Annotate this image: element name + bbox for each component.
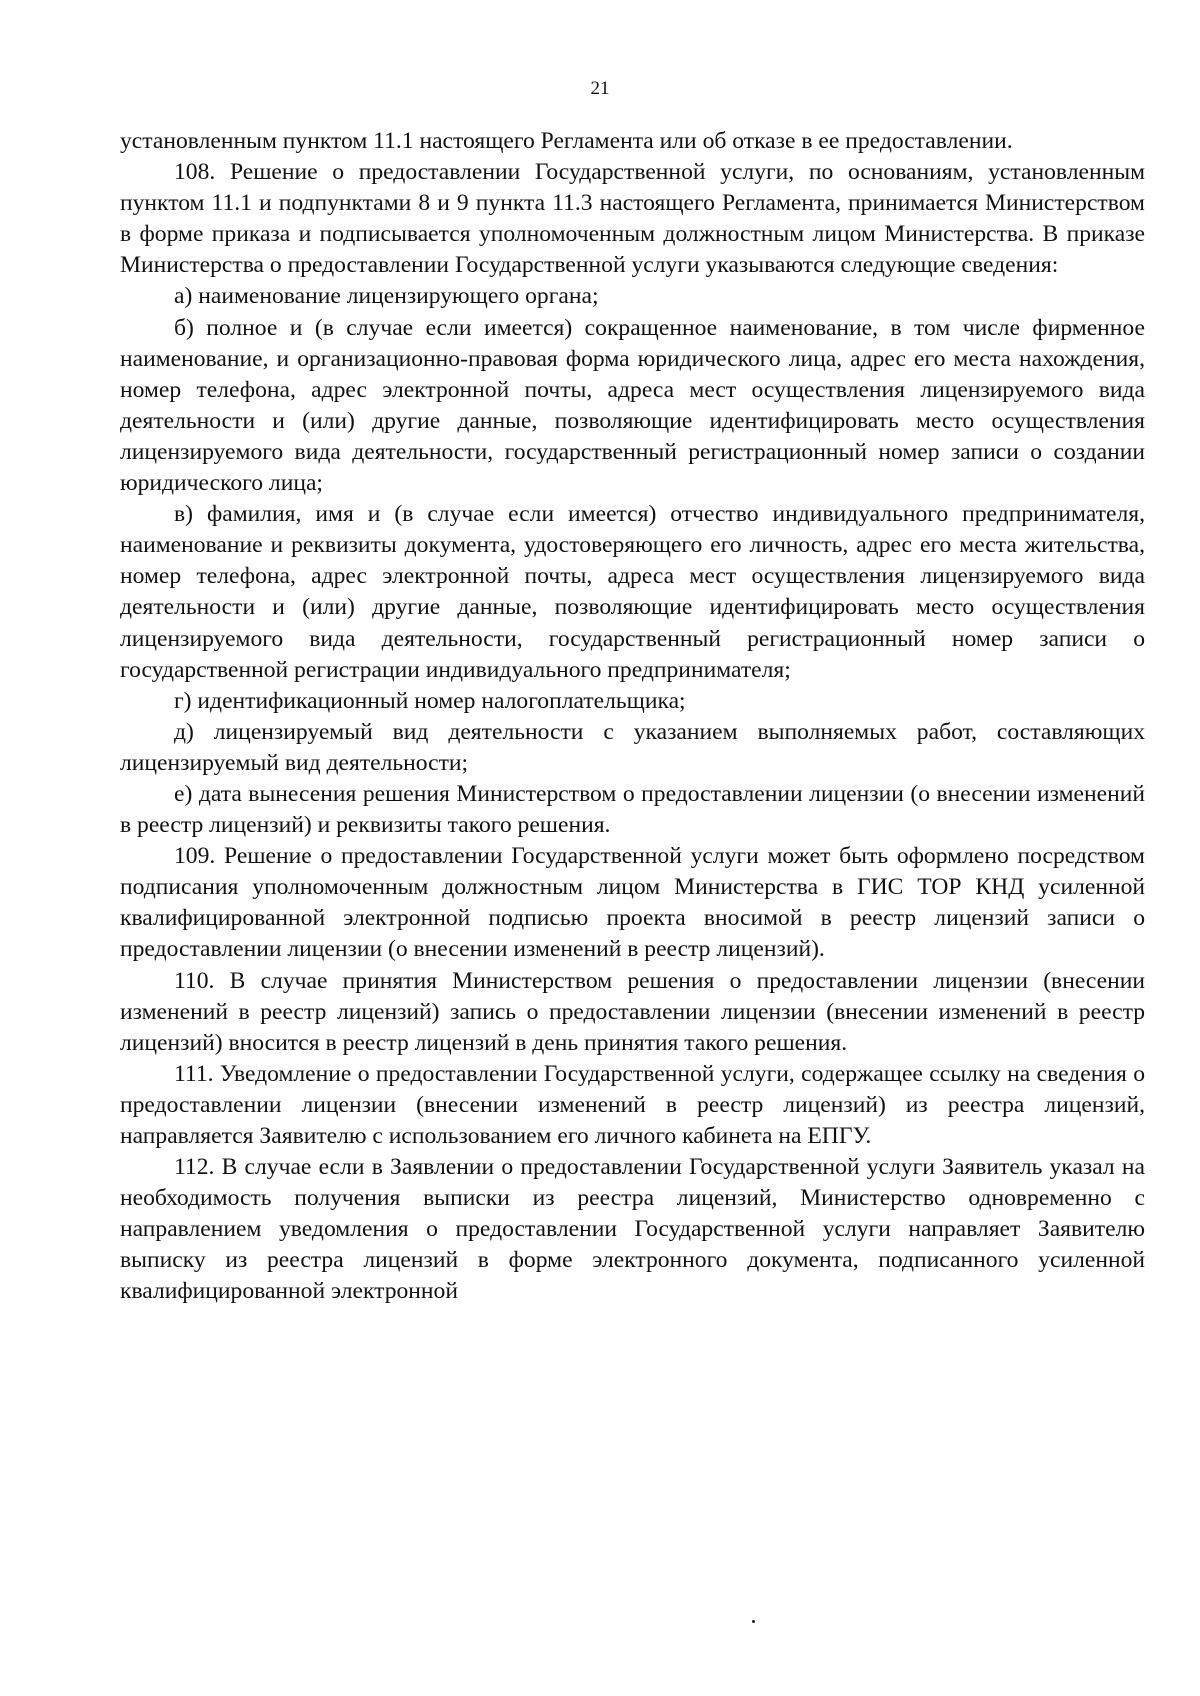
paragraph-109: 109. Решение о предоставлении Государственной услуги может быть оформлено посредством подписания уполномоченным должностным лицом Министерства в ГИС ТОР КНД усиленной квалифицированной электронной подписью проекта вносимой в реестр лицензий записи о предоставлении лицензии (о внесении изменений в реестр лицензий). bbox=[120, 843, 1145, 963]
paragraph-112: 112. В случае если в Заявлении о предоставлении Государственной услуги Заявитель указал на необходимость получения выписки из реестра лицензий, Министерство одновременно с направлением уведомления о предоставлении Государственной услуги направляет Заявителю выписку из реестра лицензий в форме электронного документа, подписанного усиленной квалифицированной электронной bbox=[120, 1154, 1145, 1305]
list-item-a: а) наименование лицензирующего органа; bbox=[174, 283, 599, 310]
document-body bbox=[120, 126, 1145, 1308]
list-item-b: б) полное и (в случае если имеется) сокращенное наименование, в том числе фирменное наименование, и организационно-правовая форма юридического лица, адрес его места нахождения, номер телефона, адрес электронной почты, адреса мест осуществления лицензируемого вида деятельности и (или) другие данные, позволяющие идентифицировать место осуществления лицензируемого вида деятельности, государственный регистрационный номер записи о создании юридического лица; bbox=[120, 314, 1145, 497]
list-item-g: г) идентификационный номер налогоплательщика; bbox=[174, 687, 686, 714]
page-number: 21 bbox=[590, 78, 610, 99]
list-item-e: е) дата вынесения решения Министерством о предоставлении лицензии (о внесении изменений в реестр лицензий) и реквизиты такого решения. bbox=[120, 780, 1145, 839]
paragraph-continuation: установленным пунктом 11.1 настоящего Регламента или об отказе в ее предоставлении. bbox=[120, 128, 1013, 154]
list-item-v: в) фамилия, имя и (в случае если имеется) отчество индивидуального предпринимателя, наименование и реквизиты документа, удостоверяющего его личность, адрес его места жительства, номер телефона, адрес электронной почты, адреса мест осуществления лицензируемого вида деятельности и (или) другие данные, позволяющие идентифицировать место осуществления лицензируемого вида деятельности, государственный регистрационный номер записи о государственной регистрации индивидуального предпринимателя; bbox=[120, 501, 1145, 683]
list-item-d: д) лицензируемый вид деятельности с указанием выполняемых работ, составляющих лицензируемый вид деятельности; bbox=[120, 718, 1145, 776]
paragraph-111: 111. Уведомление о предоставлении Государственной услуги, содержащее ссылку на сведения о предоставлении лицензии (внесении изменений в реестр лицензий) из реестра лицензий, направляется Заявителю с использованием его личного кабинета на ЕПГУ. bbox=[120, 1060, 1145, 1149]
scan-speck bbox=[752, 1620, 755, 1623]
paragraph-110: 110. В случае принятия Министерством решения о предоставлении лицензии (внесении изменений в реестр лицензий) запись о предоставлении лицензии (внесении изменений в реестр лицензий) вносится в реестр лицензий в день принятия такого решения. bbox=[120, 967, 1145, 1056]
paragraph-108: 108. Решение о предоставлении Государственной услуги, по основаниям, установленным пунктом 11.1 и подпунктами 8 и 9 пункта 11.3 настоящего Регламента, принимается Министерством в форме приказа и подписывается уполномоченным должностным лицом Министерства. В приказе Министерства о предоставлении Государственной услуги указываются следующие сведения: bbox=[120, 159, 1145, 279]
